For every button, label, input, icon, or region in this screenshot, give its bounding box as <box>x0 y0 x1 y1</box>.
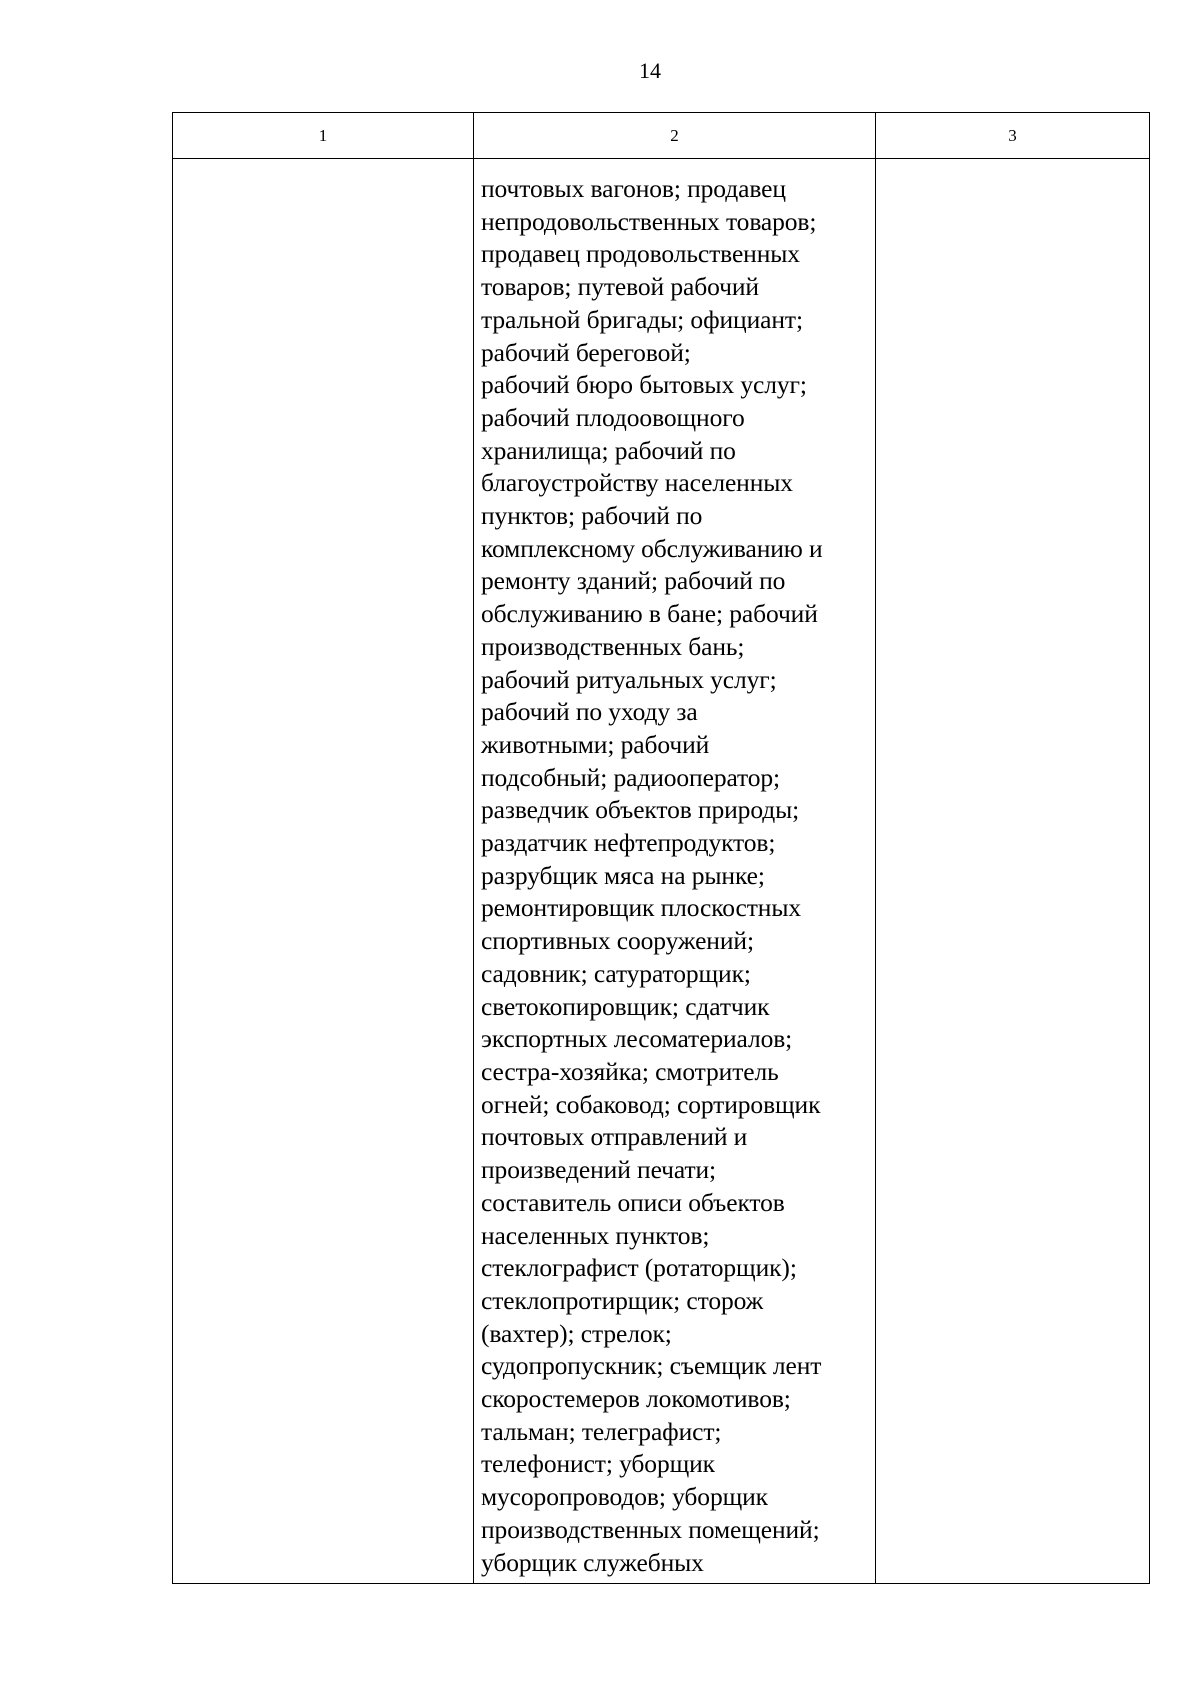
occupation-list-text: почтовых вагонов; продавец непродовольственных товаров; продавец продовольственных товаров; путевой рабочий тральной бригады; официант; рабочий береговой; рабочий бюро бытовых услуг; рабочий плодоовощного хранилища; рабочий по благоустройству населенных пунктов; рабочий по комплексному обслуживанию и ремонту зданий; рабочий по обслуживанию в бане; рабочий производственных бань; рабочий ритуальных услуг; рабочий по уходу за животными; рабочий подсобный; радиооператор; разведчик объектов природы; раздатчик нефтепродуктов; разрубщик мяса на рынке; ремонтировщик плоскостных спортивных сооружений; садовник; сатураторщик; светокопировщик; сдатчик экспортных лесоматериалов; сестра-хозяйка; смотритель огней; собаковод; сортировщик почтовых отправлений и произведений печати; составитель описи объектов населенных пунктов; стеклографист (ротаторщик); стеклопротирщик; сторож (вахтер); стрелок; судопропускник; съемщик лент скоростемеров локомотивов; тальман; телеграфист; телефонист; уборщик мусоропроводов; уборщик производственных помещений; уборщик служебных <box>481 174 823 1577</box>
page-number: 14 <box>639 58 661 83</box>
table-cell-col3 <box>876 159 1150 1584</box>
document-table <box>172 112 1150 1584</box>
column-header-1: 1 <box>173 113 474 159</box>
column-header-2: 2 <box>474 113 876 159</box>
table-header-row <box>173 113 1150 159</box>
table-row <box>173 159 1150 1584</box>
column-header-3: 3 <box>876 113 1150 159</box>
table-cell-col1 <box>173 159 474 1584</box>
table-cell-col2 <box>474 159 876 1584</box>
